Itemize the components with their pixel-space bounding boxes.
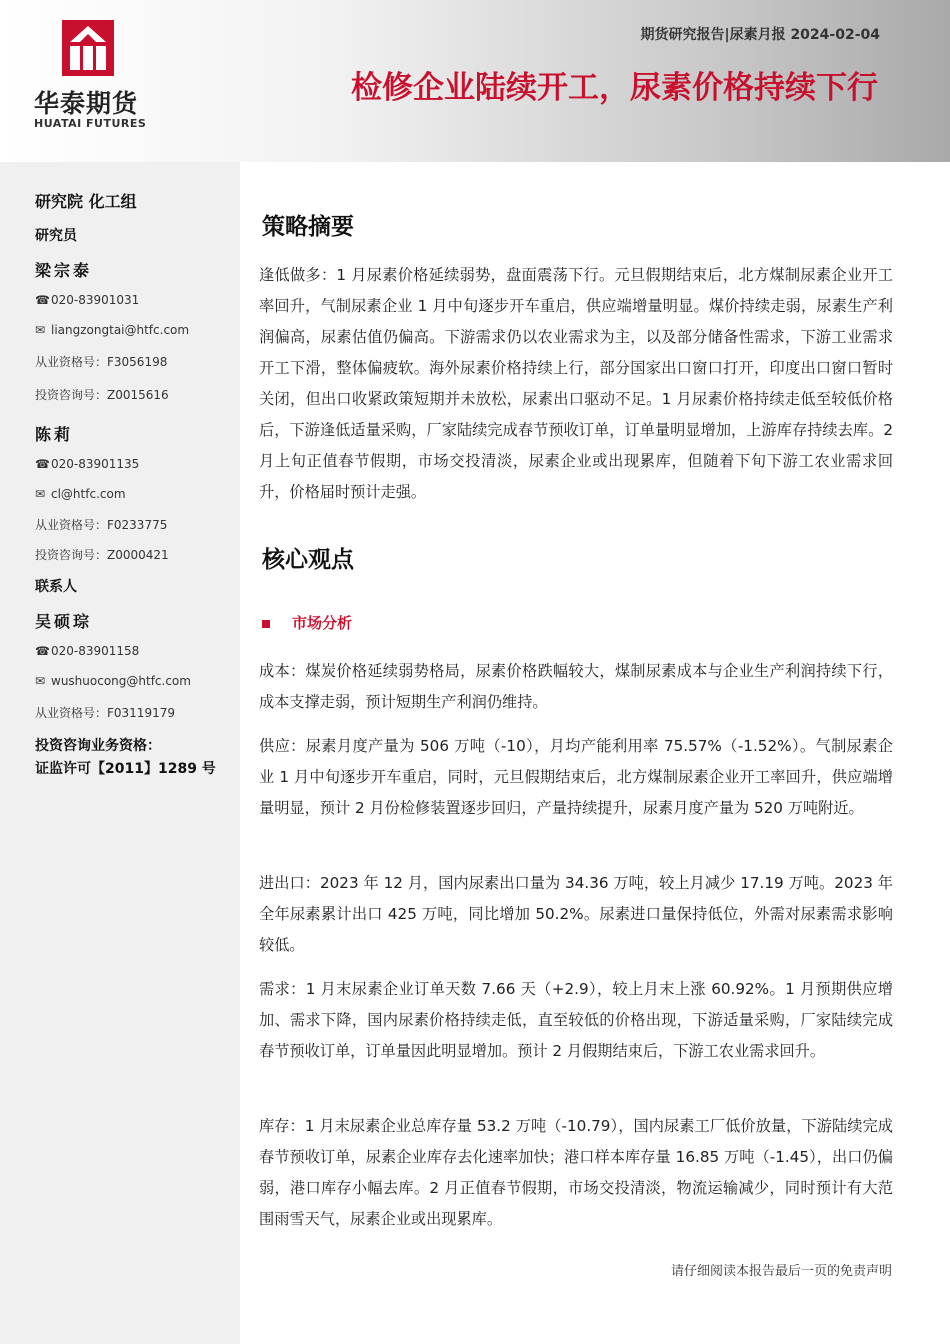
supply-paragraph: 供应：尿素月度产量为 506 万吨（-10），月均产能利用率 75.57%（-1.52%）。气制尿素企业 1 月中旬逐步开车重启，同时，元旦假期结束后，北方煤制尿素企业开工率回升，供应端增量明显，预计 2 月份检修装置逐步回归，产量持续提升，尿素月度产量为 520 万吨附近。: [259, 737, 893, 817]
phone-icon: ☎: [35, 293, 50, 307]
cost-paragraph: 成本：煤炭价格延续弱势格局，尿素价格跌幅较大，煤制尿素成本与企业生产利润持续下行，成本支撑走弱，预计短期生产利润仍维持。: [259, 662, 893, 711]
analyst-phone: ☎020-83901135: [35, 457, 140, 471]
contact-label: 联系人: [35, 579, 77, 595]
mail-icon: ✉: [35, 323, 46, 337]
analyst-license: 从业资格号：F0233775: [35, 518, 168, 532]
huatai-logo-icon: [62, 20, 114, 76]
trade-paragraph: 进出口：2023 年 12 月，国内尿素出口量为 34.36 万吨，较上月减少 17.19 万吨。2023 年全年尿素累计出口 425 万吨，同比增加 50.2%。尿素进口量保持低位，外需对尿素需求影响较低。: [259, 874, 893, 954]
analyst-advisory: 投资咨询号：Z0000421: [35, 548, 169, 562]
qualification-text: 证监许可【2011】1289 号: [35, 761, 216, 777]
analyst-email[interactable]: ✉ cl@htfc.com: [35, 487, 126, 501]
analyst-advisory: 投资咨询号：Z0015616: [35, 388, 169, 402]
logo-name-en: HUATAI FUTURES: [34, 117, 147, 130]
logo-name-cn: 华泰期货: [34, 89, 139, 118]
inventory-paragraph: 库存：1 月末尿素企业总库存量 53.2 万吨（-10.79），国内尿素工厂低价放量，下游陆续完成春节预收订单，尿素企业库存去化速率加快；港口样本库存量 16.85 万吨（-1.45），出口仍偏弱，港口库存小幅去库。2 月正值春节假期，市场交投清淡，物流运输减少，同时预计有大范围雨雪天气，尿素企业或出现累库。: [259, 1117, 893, 1228]
contact-email[interactable]: ✉ wushuocong@htfc.com: [35, 674, 191, 688]
report-title: 检修企业陆续开工，尿素价格持续下行: [351, 70, 878, 106]
contact-license: 从业资格号：F03119179: [35, 706, 175, 720]
analyst-name: 梁宗泰: [35, 261, 93, 280]
company-logo: [34, 20, 154, 135]
disclaimer-note: 请仔细阅读本报告最后一页的免责声明: [670, 1264, 892, 1279]
analyst-phone: ☎020-83901031: [35, 293, 140, 307]
analyst-license: 从业资格号：F3056198: [35, 355, 168, 369]
report-header: [0, 0, 950, 162]
demand-paragraph: 需求：1 月末尿素企业订单天数 7.66 天（+2.9），较上月末上涨 60.92%。1 月预期供应增加、需求下降，国内尿素价格持续走低，直至较低的价格出现，下游适量采购，厂家陆续完成春节预收订单，订单量因此明显增加。预计 2 月假期结束后，下游工农业需求回升。: [259, 980, 893, 1060]
analyst-email[interactable]: ✉ liangzongtai@htfc.com: [35, 323, 190, 337]
analyst-name: 陈莉: [35, 425, 74, 444]
contact-phone: ☎020-83901158: [35, 644, 140, 658]
contact-name: 吴硕琮: [35, 612, 93, 631]
summary-title: 策略摘要: [262, 214, 354, 240]
phone-icon: ☎: [35, 457, 50, 471]
report-meta: 期货研究报告|尿素月报 2024-02-04: [640, 27, 880, 43]
researcher-label: 研究员: [35, 228, 77, 244]
summary-text: 逢低做多：1 月尿素价格延续弱势，盘面震荡下行。元旦假期结束后，北方煤制尿素企业开工率回升，气制尿素企业 1 月中旬逐步开车重启，供应端增量明显。煤价持续走弱，尿素生产利润偏高，尿素估值仍偏高。下游需求仍以农业需求为主，以及部分储备性需求，下游工业需求开工下滑，整体偏疲软。海外尿素价格持续上行，部分国家出口窗口打开，印度出口窗口暂时关闭，但出口收紧政策短期并未放松，尿素出口驱动不足。1 月尿素价格持续走低至较低价格后，下游逢低适量采购，厂家陆续完成春节预收订单，订单量明显增加，上游库存持续去库。2 月上旬正值春节假期，市场交投清淡，尿素企业或出现累库，但随着下旬下游工农业需求回升，价格届时预计走强。: [259, 266, 893, 501]
market-analysis-heading: 市场分析: [262, 612, 352, 633]
qualification-title: 投资咨询业务资格：: [35, 738, 161, 754]
core-title: 核心观点: [262, 547, 354, 573]
dept-label: 研究院 化工组: [35, 192, 137, 211]
mail-icon: ✉: [35, 487, 46, 501]
phone-icon: ☎: [35, 644, 50, 658]
bullet-square-icon: [262, 620, 270, 628]
mail-icon: ✉: [35, 674, 46, 688]
